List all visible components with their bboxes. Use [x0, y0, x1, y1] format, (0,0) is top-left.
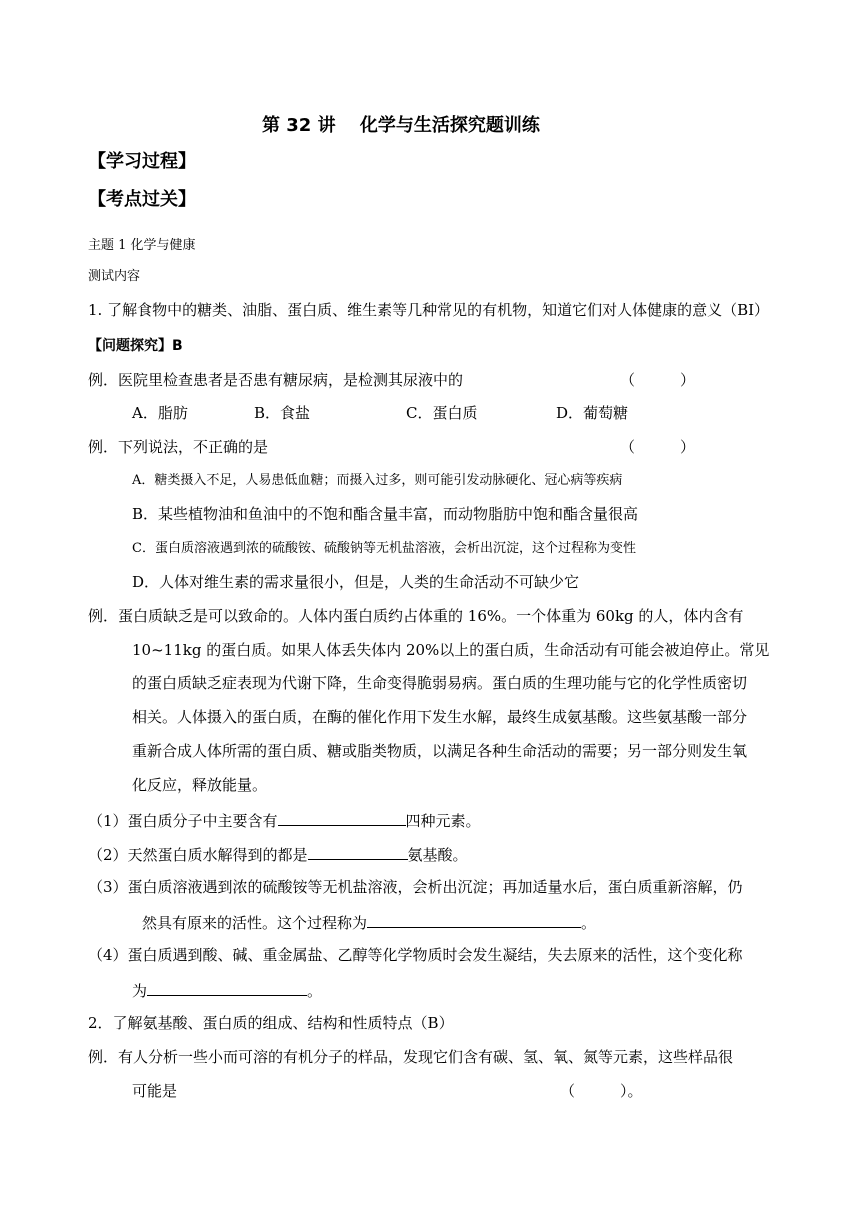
subquestion-2-text: （2）天然蛋白质水解得到的都是 [88, 846, 308, 864]
subquestion-2-blank[interactable] [308, 843, 408, 860]
passage-line: 化反应，释放能量。 [132, 776, 268, 794]
passage-line: 重新合成人体所需的蛋白质、糖或脂类物质，以满足各种生命活动的需要；另一部分则发生氧 [132, 742, 748, 760]
subquestion-4-blank[interactable] [147, 979, 307, 996]
passage-line: 例．蛋白质缺乏是可以致命的。人体内蛋白质约占体重的 16%。一个体重为 60kg 的人，体内含有 [88, 607, 744, 625]
question-2-answer-blank: （ ） [620, 438, 696, 456]
subquestion-3-blank[interactable] [367, 911, 581, 928]
question-4-answer-blank: （ ）。 [560, 1082, 643, 1100]
point-2: 2．了解氨基酸、蛋白质的组成、结构和性质特点（B） [88, 1014, 454, 1032]
passage-line: 10~11kg 的蛋白质。如果人体丢失体内 20%以上的蛋白质，生命活动有可能会被迫停止。常见 [132, 641, 770, 659]
subquestion-2-suffix: 氨基酸。 [407, 846, 468, 864]
subquestion-3-suffix: 。 [581, 914, 597, 932]
subquestion-1-text: （1）蛋白质分子中主要含有 [88, 812, 278, 830]
question-2-option-b: B．某些植物油和鱼油中的不饱和酯含量丰富，而动物脂肪中饱和酯含量很高 [132, 505, 639, 523]
point-1: 1. 了解食物中的糖类、油脂、蛋白质、维生素等几种常见的有机物，知道它们对人体健康的意义（BI） [88, 301, 770, 319]
subquestion-4-suffix: 。 [307, 982, 323, 1000]
question-1-option-c: C．蛋白质 [406, 404, 478, 422]
subquestion-3-line1: （3）蛋白质溶液遇到浓的硫酸铵等无机盐溶液，会析出沉淀；再加适量水后，蛋白质重新溶解，仍 [88, 878, 743, 896]
subquestion-1 [88, 809, 481, 831]
subquestion-4-line1: （4）蛋白质遇到酸、碱、重金属盐、乙醇等化学物质时会发生凝结，失去原来的活性，这个变化称 [88, 946, 743, 964]
question-2-stem: 例．下列说法，不正确的是 [88, 438, 269, 456]
passage-line: 的蛋白质缺乏症表现为代谢下降，生命变得脆弱易病。蛋白质的生理功能与它的化学性质密切 [132, 674, 748, 692]
question-2-option-d: D．人体对维生素的需求量很小，但是，人类的生命活动不可缺少它 [132, 573, 580, 591]
section-heading-learning-process: 【学习过程】 [88, 151, 196, 172]
passage-line: 相关。人体摄入的蛋白质，在酶的催化作用下发生水解，最终生成氨基酸。这些氨基酸一部分 [132, 708, 748, 726]
question-1-option-d: D．葡萄糖 [556, 404, 629, 422]
subquestion-4-line2 [132, 979, 322, 1001]
page-title: 第 32 讲 化学与生活探究题训练 [262, 115, 540, 136]
problem-explore-heading: 【问题探究】B [88, 338, 183, 354]
subquestion-3-line2 [142, 911, 596, 933]
question-1-answer-blank: （ ） [620, 371, 696, 389]
question-2-option-a: A．糖类摄入不足，人易患低血糖；而摄入过多，则可能引发动脉硬化、冠心病等疾病 [132, 473, 623, 488]
question-4-line2: 可能是 [132, 1082, 178, 1100]
subquestion-1-blank[interactable] [278, 809, 406, 826]
question-1-option-a: A．脂肪 [132, 404, 188, 422]
question-4-line1: 例．有人分析一些小而可溶的有机分子的样品，发现它们含有碳、氢、氧、氮等元素，这些样品很 [88, 1048, 734, 1066]
question-1-option-b: B．食盐 [254, 404, 311, 422]
question-2-option-c: C．蛋白质溶液遇到浓的硫酸铵、硫酸钠等无机盐溶液，会析出沉淀，这个过程称为变性 [132, 541, 636, 556]
subquestion-1-suffix: 四种元素。 [405, 812, 481, 830]
subquestion-3-text: 然具有原来的活性。这个过程称为 [142, 914, 368, 932]
subquestion-2 [88, 843, 468, 865]
topic-line: 主题 1 化学与健康 [88, 238, 196, 253]
section-heading-checkpoints: 【考点过关】 [88, 189, 196, 210]
subquestion-4-text: 为 [132, 982, 148, 1000]
question-1-stem: 例．医院里检查患者是否患有糖尿病，是检测其尿液中的 [88, 371, 464, 389]
test-content-label: 测试内容 [88, 269, 141, 284]
